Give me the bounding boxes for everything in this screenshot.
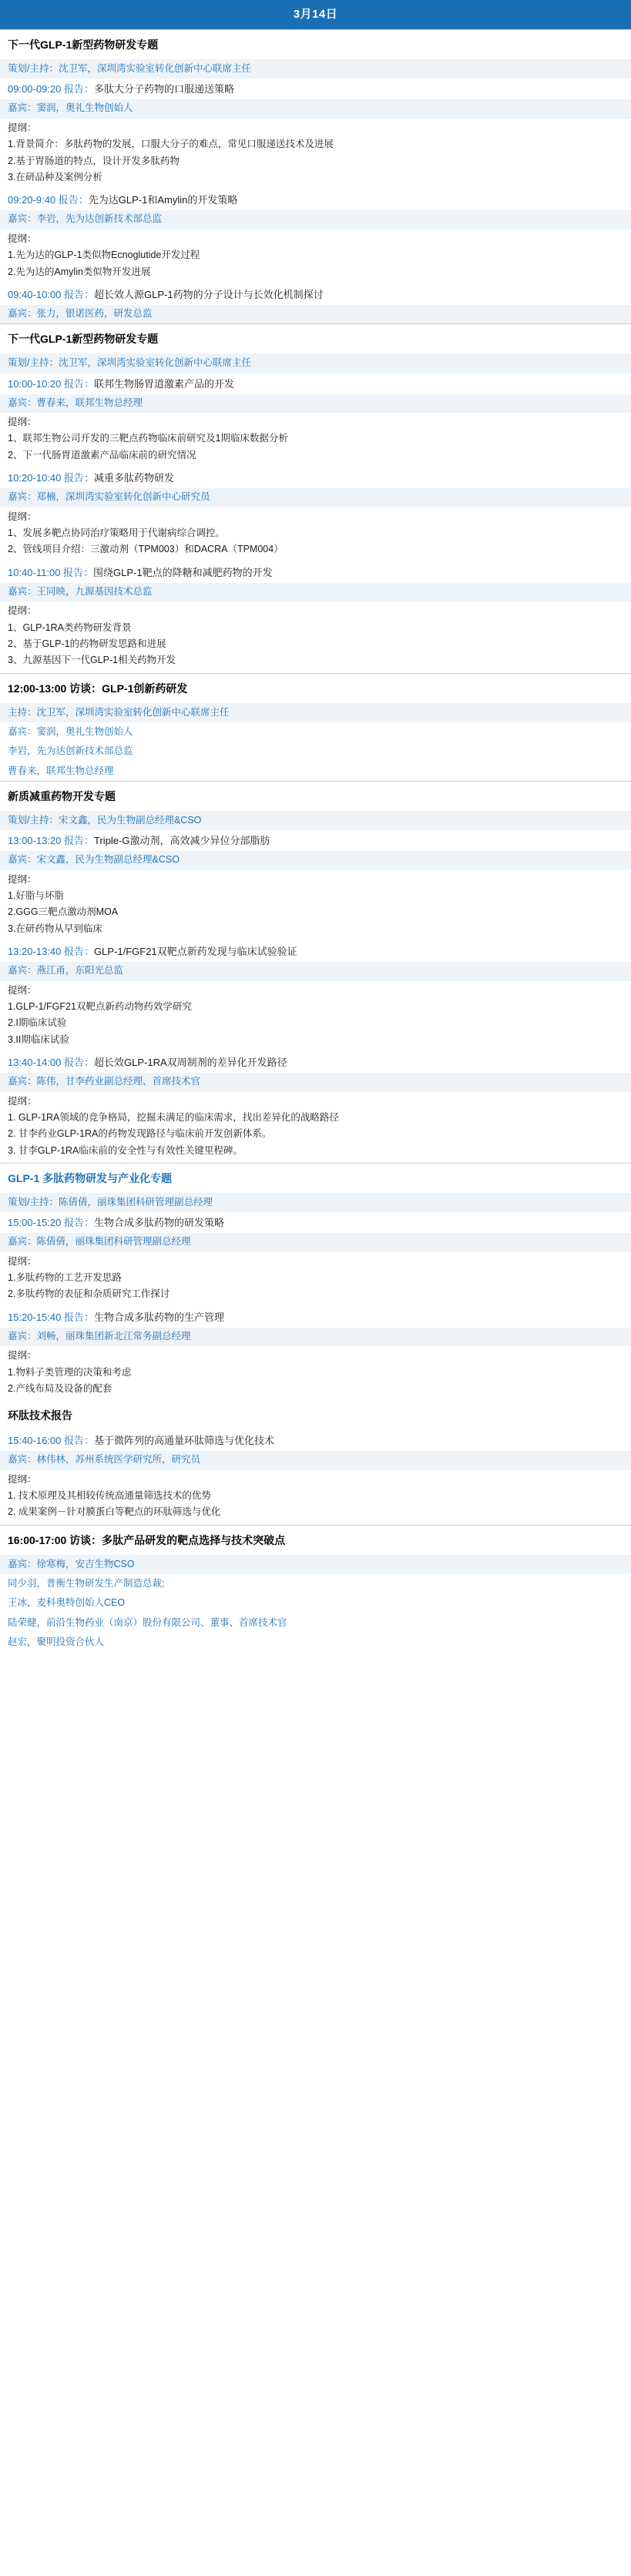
outline-label: 提纲：	[8, 1095, 37, 1107]
talk-title	[0, 562, 631, 583]
host-label: 主持：	[8, 706, 37, 718]
outline-list	[0, 999, 631, 1052]
outline-item: 1.先为达的GLP-1类似物Ecnoglutide开发过程	[8, 250, 200, 261]
section-planner	[0, 353, 631, 373]
outline-label: 提纲：	[8, 873, 37, 885]
panelist-value: 曹春来，联邦生物总经理	[8, 765, 114, 776]
guest-label: 嘉宾：	[8, 213, 37, 225]
section-planner	[0, 1193, 631, 1212]
date-bar: 3月14日	[0, 0, 631, 29]
outline-item: 1.多肽药物的工艺开发思路	[8, 1272, 122, 1284]
talk-name: Triple-G激动剂，高效减少异位分部脂肪	[94, 835, 270, 847]
talk-guest	[0, 99, 631, 118]
outline-item: 3.II期临床试验	[8, 1033, 69, 1045]
talk-time: 15:20-15:40 报告：	[8, 1311, 95, 1323]
talk-time: 15:00-15:20 报告：	[8, 1217, 95, 1229]
talk-title	[0, 284, 631, 305]
section-title: 下一代GLP-1新型药物研发专题	[0, 324, 631, 353]
talk-guest	[0, 394, 631, 413]
guest-value: 陈倩倩，丽珠集团科研管理副总经理	[36, 1236, 191, 1248]
talk-time: 13:20-13:40 报告：	[8, 946, 95, 958]
guest-value: 曹春来，联邦生物总经理	[36, 397, 143, 408]
outline-item: 1.GLP-1/FGF21双靶点新药动物药效学研究	[8, 1001, 192, 1012]
outline-item: 2、基于GLP-1的药物研发思路和进展	[8, 638, 166, 650]
planner-value: 沈卫军，深圳湾实验室转化创新中心联席主任	[58, 357, 251, 369]
talk-name: 围绕GLP-1靶点的降糖和减肥药物的开发	[93, 566, 273, 578]
talk-guest	[0, 210, 631, 229]
panelist	[0, 1574, 631, 1593]
outline-label: 提纲：	[8, 233, 37, 244]
outline-list	[0, 1270, 631, 1307]
section-1	[0, 29, 631, 323]
outline-list	[0, 247, 631, 284]
outline-label: 提纲：	[8, 1350, 37, 1362]
planner-label: 策划/主持：	[8, 357, 59, 369]
outline-label: 提纲：	[8, 417, 37, 428]
guest-value: 林伟林，苏州系统医学研究所，研究员	[36, 1454, 201, 1466]
panelist	[0, 742, 631, 761]
planner-label: 策划/主持：	[8, 1196, 59, 1208]
guest-value: 窦润，奥礼生物创始人	[36, 102, 133, 114]
guest-value: 刘畅，丽珠集团新北江常务副总经理	[36, 1330, 191, 1342]
outline-label: 提纲：	[8, 122, 37, 133]
host-value: 沈卫军，深圳湾实验室转化创新中心联席主任	[36, 706, 230, 718]
talk-title	[0, 1052, 631, 1073]
talk-guest	[0, 1073, 631, 1091]
talk-time: 10:00-10:20 报告：	[8, 377, 95, 390]
outline-list	[0, 1110, 631, 1163]
outline-list	[0, 430, 631, 467]
outline-item: 3. 甘李GLP-1RA临床前的安全性与有效性关键里程碑。	[8, 1144, 243, 1156]
talk-title	[0, 1212, 631, 1233]
outline-list	[0, 1365, 631, 1402]
section-planner	[0, 811, 631, 830]
panelist-value: 赵宏，聚明投资合伙人	[8, 1636, 105, 1647]
guest-value: 郑楠，深圳湾实验室转化创新中心研究员	[36, 491, 210, 503]
outline-label: 提纲：	[8, 1255, 37, 1267]
outline-item: 1.物料子类管理的决策和考虑	[8, 1366, 132, 1378]
outline-item: 1. GLP-1RA领域的竞争格局，挖掘未满足的临床需求，找出差异化的战略路径	[8, 1112, 339, 1124]
outline-list	[0, 1488, 631, 1525]
talk-title	[0, 1430, 631, 1451]
outline-item: 3.在研药物从早到临床	[8, 923, 102, 934]
talk-guest	[0, 1233, 631, 1251]
talk-name: 超长效人源GLP-1药物的分子设计与长效化机制探讨	[94, 288, 324, 300]
outline-item: 1. 技术原理及其相较传统高通量筛选技术的优势	[8, 1490, 211, 1502]
outline-list	[0, 525, 631, 562]
talk-time: 13:40-14:00 报告：	[8, 1057, 95, 1069]
panelist	[0, 1633, 631, 1652]
outline-item: 2.基于胃肠道的特点，设计开发多肽药物	[8, 155, 180, 166]
section-title: GLP-1 多肽药物研发与产业化专题	[0, 1164, 631, 1193]
panelist-value: 李岩，先为达创新技术部总监	[8, 745, 133, 757]
outline-item: 2.先为达的Amylin类似物开发进展	[8, 266, 151, 277]
talk-guest	[0, 583, 631, 601]
outline-list	[0, 888, 631, 941]
panelist	[0, 1613, 631, 1633]
talk-guest	[0, 1328, 631, 1346]
outline-item: 1、发展多靶点协同治疗策略用于代谢病综合调控。	[8, 528, 225, 539]
section-planner	[0, 59, 631, 79]
guest-value: 王同映，九源基因技术总监	[36, 585, 153, 597]
panelist	[0, 722, 631, 742]
talk-time: 09:40-10:00 报告：	[8, 288, 95, 300]
talk-guest	[0, 1451, 631, 1469]
panelist-value: 陆荣健，前沿生物药业（南京）股份有限公司、董事、首席技术官	[8, 1616, 287, 1628]
section-title: 新质减重药物开发专题	[0, 782, 631, 811]
planner-label: 策划/主持：	[8, 62, 59, 74]
talk-title	[0, 374, 631, 394]
guest-label: 嘉宾：	[8, 102, 37, 114]
outline-label: 提纲：	[8, 984, 37, 996]
guest-value: 陈伟，甘李药业副总经理、首席技术官	[36, 1076, 201, 1087]
subsection-title: 环肽技术报告	[0, 1401, 631, 1430]
guest-label: 嘉宾：	[8, 1076, 37, 1087]
talk-name: 联邦生物肠胃道激素产品的开发	[94, 377, 235, 390]
talk-name: 先为达GLP-1和Amylin的开发策略	[88, 194, 238, 206]
outline-list	[0, 136, 631, 189]
section-5	[0, 1163, 631, 1525]
guest-value: 张力，银诺医药，研发总监	[36, 308, 153, 320]
outline-item: 2.I期临床试验	[8, 1017, 67, 1029]
talk-name: 生物合成多肽药物的研发策略	[94, 1217, 225, 1229]
panelist-label: 嘉宾：	[8, 1558, 37, 1569]
talk-time: 09:20-9:40 报告：	[8, 194, 89, 206]
outline-item: 2.GGG三靶点激动剂MOA	[8, 906, 119, 918]
talk-name: GLP-1/FGF21双靶点新药发现与临床试验验证	[94, 946, 297, 958]
talk-name: 减重多肽药物研发	[94, 472, 175, 484]
section-host	[0, 703, 631, 722]
panelist	[0, 1593, 631, 1613]
outline-item: 2. 甘李药业GLP-1RA的药物发现路径与临床前开发创新体系。	[8, 1128, 272, 1140]
section-3-interview	[0, 673, 631, 781]
talk-name: 基于微阵列的高通量环肽筛选与优化技术	[94, 1435, 275, 1447]
section-title: 下一代GLP-1新型药物研发专题	[0, 30, 631, 59]
outline-label: 提纲：	[8, 511, 37, 522]
outline-item: 2. 成果案例－针对膜蛋白等靶点的环肽筛选与优化	[8, 1506, 221, 1518]
guest-value: 李岩，先为达创新技术部总监	[36, 213, 163, 225]
outline-item: 1、联邦生物公司开发的三靶点药物临床前研究及1期临床数据分析	[8, 433, 288, 444]
section-6-interview	[0, 1525, 631, 1653]
section-4	[0, 781, 631, 1163]
outline-label: 提纲：	[8, 605, 37, 617]
planner-value: 陈倩倩，丽珠集团科研管理副总经理	[58, 1196, 213, 1208]
guest-value: 燕江甬，东阳光总监	[36, 965, 124, 976]
outline-item: 1.背景简介：多肽药物的发展，口服大分子的难点，常见口服递送技术及进展	[8, 139, 334, 150]
guest-label: 嘉宾：	[8, 1330, 37, 1342]
outline-item: 3、九源基因下一代GLP-1相关药物开发	[8, 655, 176, 666]
talk-guest	[0, 305, 631, 323]
guest-label: 嘉宾：	[8, 397, 37, 408]
guest-label: 嘉宾：	[8, 854, 37, 866]
panelist-value: 窦润，奥礼生物创始人	[36, 725, 133, 737]
talk-title	[0, 189, 631, 210]
talk-title	[0, 830, 631, 851]
panelist	[0, 762, 631, 781]
talk-guest	[0, 488, 631, 507]
talk-name: 生物合成多肽药物的生产管理	[94, 1311, 225, 1323]
talk-time: 15:40-16:00 报告：	[8, 1435, 95, 1447]
talk-guest	[0, 851, 631, 869]
outline-item: 2、下一代肠胃道激素产品临床前的研究情况	[8, 449, 196, 461]
talk-title	[0, 1307, 631, 1328]
talk-guest	[0, 962, 631, 980]
outline-item: 2.多肽药物的表征和杂质研究工作探讨	[8, 1288, 170, 1300]
planner-value: 宋文鑫，民为生物副总经理&CSO	[58, 814, 202, 826]
guest-label: 嘉宾：	[8, 1236, 37, 1248]
talk-name: 超长效GLP-1RA双周制剂的差异化开发路径	[94, 1057, 287, 1069]
talk-time: 13:00-13:20 报告：	[8, 835, 95, 847]
talk-title	[0, 467, 631, 488]
section-title: 16:00-17:00 访谈：多肽产品研发的靶点选择与技术突破点	[0, 1526, 631, 1555]
guest-label: 嘉宾：	[8, 585, 37, 597]
panelist	[0, 1555, 631, 1574]
outline-item: 1.好脂与坏脂	[8, 889, 64, 901]
guest-label: 嘉宾：	[8, 1454, 37, 1466]
section-2	[0, 323, 631, 672]
guest-label: 嘉宾：	[8, 308, 37, 320]
panelist-value: 王冰，麦科奥特创始人CEO	[8, 1597, 126, 1609]
talk-time: 10:20-10:40 报告：	[8, 472, 95, 484]
outline-item: 1、GLP-1RA类药物研发背景	[8, 621, 132, 633]
talk-name: 多肽大分子药物的口服递送策略	[94, 83, 235, 95]
outline-item: 3.在研品种及案例分析	[8, 171, 102, 183]
talk-time: 09:00-09:20 报告：	[8, 83, 95, 95]
outline-list	[0, 620, 631, 673]
guest-value: 宋文鑫，民为生物副总经理&CSO	[36, 854, 180, 866]
talk-title	[0, 941, 631, 962]
panelist-value: 同少羽，普衡生物研发生产制造总裁;	[8, 1577, 165, 1589]
section-title: 12:00-13:00 访谈：GLP-1创新药研发	[0, 674, 631, 703]
guest-label: 嘉宾：	[8, 491, 37, 503]
planner-label: 策划/主持：	[8, 814, 59, 826]
talk-title	[0, 79, 631, 99]
talk-time: 10:40-11:00 报告：	[8, 566, 94, 578]
outline-label: 提纲：	[8, 1473, 37, 1485]
outline-item: 2、管线项目介绍：三激动剂（TPM003）和DACRA（TPM004）	[8, 544, 284, 555]
panelist-label: 嘉宾：	[8, 725, 37, 737]
planner-value: 沈卫军，深圳湾实验室转化创新中心联席主任	[58, 62, 251, 74]
panelist-value: 徐寒梅，安吉生物CSO	[36, 1558, 135, 1569]
outline-item: 2.产线布局及设备的配套	[8, 1383, 112, 1395]
guest-label: 嘉宾：	[8, 965, 37, 976]
